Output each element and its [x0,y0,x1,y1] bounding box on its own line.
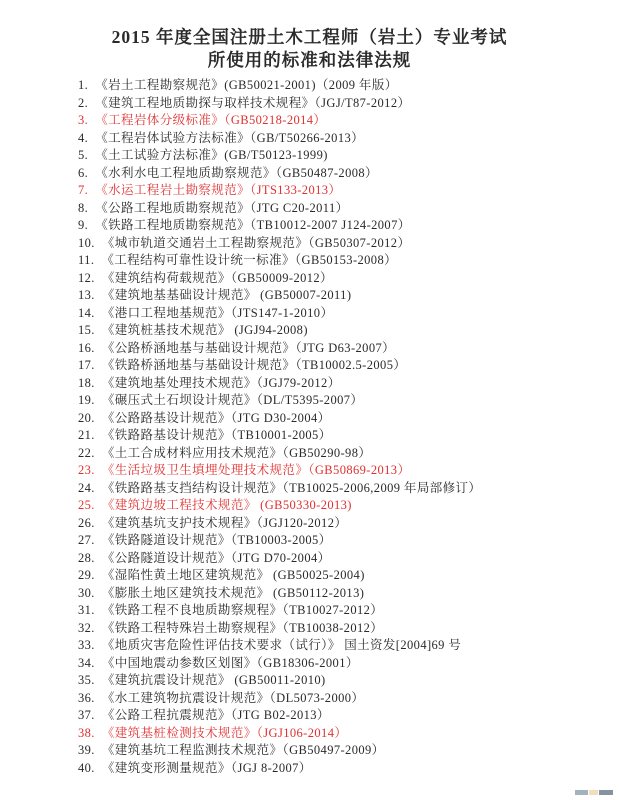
document-title [0,0,619,72]
item-text: 《工程岩体试验方法标准》（GB/T50266-2013） [95,130,365,145]
item-number: 40. [78,760,95,775]
item-text: 《公路工程抗震规范》（JTG B02-2013） [101,708,330,722]
watermark-segment [589,790,598,795]
item-number: 31. [78,603,95,617]
item-number: 27. [78,533,95,547]
item-number: 15. [78,323,95,337]
item-text: 《建筑地基处理技术规范》（JGJ79-2012） [101,375,341,390]
list-item [78,497,619,515]
item-number: 10. [78,235,95,250]
item-number: 12. [78,270,95,285]
watermark-segment [575,790,588,795]
item-text: 《建筑边坡工程技术规范》 (GB50330-2013) [101,498,352,512]
item-text: 《建筑桩基技术规范》 (JGJ94-2008) [101,323,308,337]
item-text: 《公路隧道设计规范》（JTG D70-2004） [101,550,331,565]
list-item [78,620,619,638]
list-item [78,410,619,428]
item-text: 《地质灾害危险性评估技术要求（试行）》 国土资发[2004]69 号 [101,638,462,652]
list-item [78,340,619,358]
item-number: 26. [78,515,95,530]
item-number: 28. [78,550,95,565]
list-item [78,217,619,235]
item-text: 《建筑工程地质勘探与取样技术规程》（JGJ/T87-2012） [95,95,411,110]
item-text: 《碾压式土石坝设计规范》（DL/T5395-2007） [101,393,364,407]
list-item [78,690,619,708]
item-number: 9. [78,218,89,232]
list-item [78,480,619,498]
item-text: 《建筑基坑工程监测技术规范》（GB50497-2009） [101,743,385,757]
title-line-1: 2015 年度全国注册土木工程师（岩土）专业考试 [111,27,508,47]
item-number: 32. [78,620,95,635]
list-item [78,375,619,393]
item-text: 《建筑基坑支护技术规程》（JGJ120-2012） [101,515,348,530]
list-item [78,462,619,480]
item-text: 《水工建筑物抗震设计规范》（DL5073-2000） [101,690,365,705]
list-item [78,672,619,690]
item-text: 《湿陷性黄土地区建筑规范》 (GB50025-2004) [101,568,365,582]
item-text: 《生活垃圾卫生填埋处理技术规范》（GB50869-2013） [101,463,411,477]
list-item [78,602,619,620]
item-text: 《建筑基桩检测技术规范》（JGJ106-2014） [101,725,348,740]
item-number: 1. [78,78,89,92]
list-item [78,392,619,410]
list-item [78,235,619,253]
list-item [78,567,619,585]
item-number: 33. [78,638,95,652]
watermark-logo [575,790,613,795]
item-number: 39. [78,743,95,757]
item-text: 《中国地震动参数区划图》（GB18306-2001） [101,655,359,670]
list-item [78,270,619,288]
item-text: 《土工试验方法标准》(GB/T50123-1999) [95,148,328,162]
item-number: 35. [78,673,95,687]
item-text: 《铁路桥涵地基与基础设计规范》（TB10002.5-2005） [101,358,407,372]
item-text: 《建筑变形测量规范》（JGJ 8-2007） [101,760,312,775]
list-item [78,182,619,200]
list-item [78,322,619,340]
list-item [78,200,619,218]
item-text: 《水运工程岩土勘察规范》（JTS133-2013） [95,183,342,197]
list-item [78,550,619,568]
list-item [78,130,619,148]
item-text: 《港口工程地基规范》（JTS147-1-2010） [101,305,334,320]
item-number: 17. [78,358,95,372]
item-number: 37. [78,708,95,722]
list-item [78,742,619,760]
list-item [78,532,619,550]
item-text: 《建筑抗震设计规范》 (GB50011-2010) [101,673,326,687]
item-number: 4. [78,130,89,145]
item-text: 《公路桥涵地基与基础设计规范》（JTG D63-2007） [101,340,396,355]
list-item [78,95,619,113]
item-text: 《铁路工程特殊岩土勘察规程》（TB10038-2012） [101,620,384,635]
list-item [78,637,619,655]
list-item [78,760,619,778]
list-item [78,707,619,725]
item-text: 《建筑地基基础设计规范》 (GB50007-2011) [101,288,352,302]
item-number: 23. [78,463,95,477]
item-text: 《铁路路基设计规范》（TB10001-2005） [101,428,332,442]
item-text: 《铁路工程不良地质勘察规程》（TB10027-2012） [101,603,384,617]
item-number: 14. [78,305,95,320]
item-number: 22. [78,445,95,460]
item-number: 3. [78,113,89,127]
list-item [78,655,619,673]
item-text: 《岩土工程勘察规范》(GB50021-2001)（2009 年版） [95,78,398,92]
item-text: 《城市轨道交通岩土工程勘察规范》（GB50307-2012） [101,235,411,250]
title-line-2: 所使用的标准和法律法规 [207,50,412,70]
item-text: 《公路路基设计规范》（JTG D30-2004） [101,410,331,425]
item-text: 《工程结构可靠性设计统一标准》（GB50153-2008） [101,253,398,267]
item-text: 《铁路隧道设计规范》（TB10003-2005） [101,533,332,547]
list-item [78,585,619,603]
item-number: 30. [78,585,95,600]
list-item [78,725,619,743]
item-number: 11. [78,253,95,267]
item-text: 《水利水电工程地质勘察规范》（GB50487-2008） [95,165,378,180]
list-item [78,445,619,463]
item-text: 《土工合成材料应用技术规范》（GB50290-98） [101,445,372,460]
watermark-segment [599,790,613,795]
list-item [78,357,619,375]
item-number: 13. [78,288,95,302]
item-number: 38. [78,725,95,740]
item-number: 25. [78,498,95,512]
item-number: 7. [78,183,89,197]
list-item [78,252,619,270]
item-number: 6. [78,165,89,180]
item-number: 5. [78,148,89,162]
item-number: 20. [78,410,95,425]
item-number: 8. [78,200,89,215]
item-text: 《工程岩体分级标准》（GB50218-2014） [95,113,327,127]
item-text: 《公路工程地质勘察规范》（JTG C20-2011） [95,200,349,215]
item-number: 34. [78,655,95,670]
item-number: 21. [78,428,95,442]
item-number: 36. [78,690,95,705]
item-number: 18. [78,375,95,390]
list-item [78,427,619,445]
standards-list [0,77,619,777]
item-number: 24. [78,480,95,495]
item-text: 《铁路路基支挡结构设计规范》（TB10025-2006,2009 年局部修订） [101,480,482,495]
list-item [78,515,619,533]
item-text: 《铁路工程地质勘察规范》（TB10012-2007 J124-2007） [95,218,411,232]
list-item [78,305,619,323]
list-item [78,147,619,165]
item-number: 2. [78,95,89,110]
item-number: 29. [78,568,95,582]
list-item [78,77,619,95]
item-text: 《建筑结构荷载规范》（GB50009-2012） [101,270,333,285]
list-item [78,165,619,183]
item-number: 16. [78,340,95,355]
list-item [78,112,619,130]
item-number: 19. [78,393,95,407]
list-item [78,287,619,305]
item-text: 《膨胀土地区建筑技术规范》 (GB50112-2013) [101,585,365,600]
